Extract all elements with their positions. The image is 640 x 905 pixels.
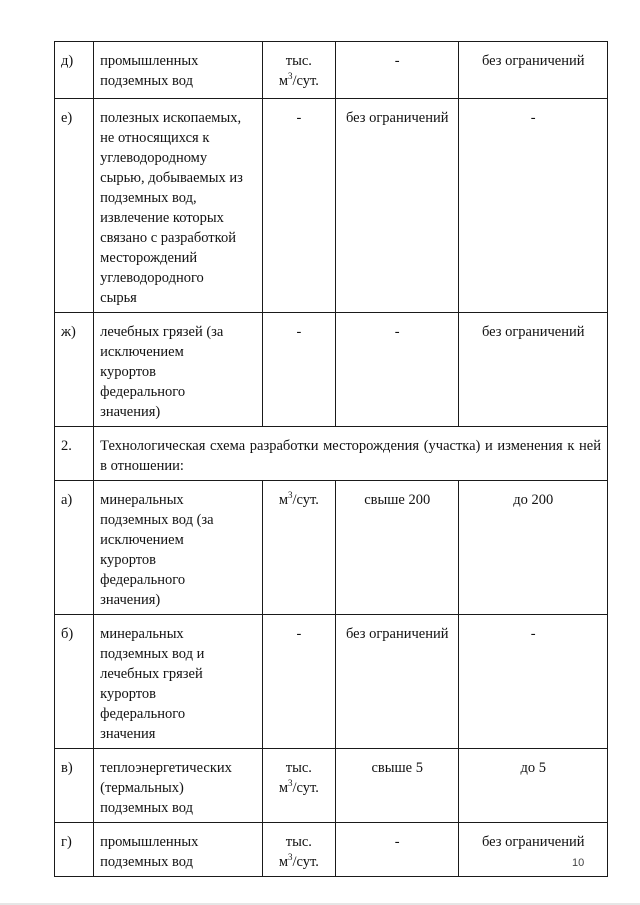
resource-name: полезных ископаемых, не относящихся к углеводородному сырью, добываемых из подземных вод, извлечение которых связано с разработкой месторождений углеводородного сырья [94, 99, 263, 313]
resource-name: промышленных подземных вод [94, 42, 263, 99]
limit-value: без ограничений [459, 42, 608, 99]
limit-value: без ограничений [459, 313, 608, 427]
limit-value: до 200 [459, 481, 608, 615]
unit-cell: тыс. $м^3$/сут. [262, 749, 335, 823]
limit-value: - [459, 615, 608, 749]
threshold-value: свыше 5 [336, 749, 459, 823]
unit-cell: - [262, 99, 335, 313]
item-letter: в) [55, 749, 94, 823]
item-letter: а) [55, 481, 94, 615]
page-number: 10 [572, 857, 585, 869]
table-row [55, 749, 608, 823]
threshold-value: свыше 200 [336, 481, 459, 615]
resource-name: минеральных подземных вод (за исключением курортов федерального значения) [94, 481, 263, 615]
table-row [55, 42, 608, 99]
unit-cell: $м^3$/сут. [262, 481, 335, 615]
section-heading-row [55, 427, 608, 481]
resource-name: минеральных подземных вод и лечебных грязей курортов федерального значения [94, 615, 263, 749]
threshold-value: без ограничений [336, 99, 459, 313]
threshold-value: без ограничений [336, 615, 459, 749]
section-number: 2. [55, 427, 94, 481]
item-letter: ж) [55, 313, 94, 427]
resource-name: теплоэнергетических (термальных) подземных вод [94, 749, 263, 823]
item-letter: е) [55, 99, 94, 313]
table-row [55, 615, 608, 749]
item-letter: д) [55, 42, 94, 99]
threshold-value: - [336, 42, 459, 99]
limit-value: без ограничений [459, 823, 608, 877]
unit-cell: тыс. $м^3$/сут. [262, 823, 335, 877]
table-row [55, 481, 608, 615]
table-row [55, 313, 608, 427]
section-heading: Технологическая схема разработки месторождения (участка) и изменения к ней в отношении: [94, 427, 608, 481]
regulation-table [54, 41, 608, 877]
unit-cell: - [262, 313, 335, 427]
item-letter: б) [55, 615, 94, 749]
unit-cell: - [262, 615, 335, 749]
table-row [55, 99, 608, 313]
limit-value: до 5 [459, 749, 608, 823]
threshold-value: - [336, 823, 459, 877]
resource-name: лечебных грязей (за исключением курортов федерального значения) [94, 313, 263, 427]
threshold-value: - [336, 313, 459, 427]
limit-value: - [459, 99, 608, 313]
table-row [55, 823, 608, 877]
resource-name: промышленных подземных вод [94, 823, 263, 877]
item-letter: г) [55, 823, 94, 877]
unit-cell: тыс. $м^3$/сут. [262, 42, 335, 99]
